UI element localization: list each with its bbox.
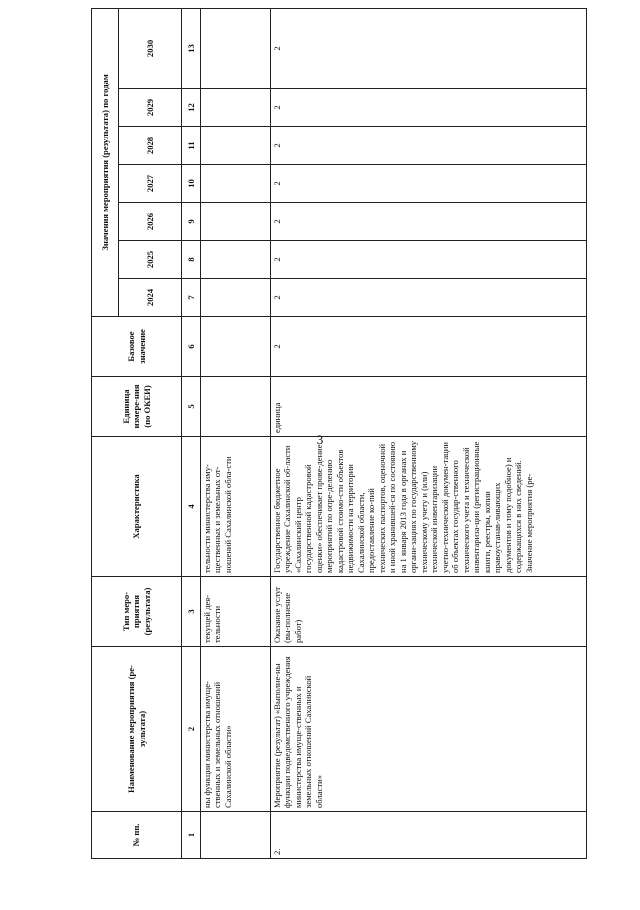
column-number: 9 [182, 203, 201, 241]
header-year: 2024 [119, 279, 182, 317]
row-name: ны функции министерства имуще-ственных и земельных отношений Сахалинской области» [201, 647, 271, 812]
header-type: Тип меро-приятия (результата) [92, 577, 182, 647]
header-year: 2028 [119, 127, 182, 165]
column-number: 12 [182, 89, 201, 127]
header-year: 2025 [119, 241, 182, 279]
column-number: 5 [182, 377, 201, 437]
column-number: 3 [182, 577, 201, 647]
row-type: текущей дея-тельности [201, 577, 271, 647]
column-number: 11 [182, 127, 201, 165]
row-value [201, 8, 271, 88]
table-row [271, 8, 587, 858]
column-number: 7 [182, 279, 201, 317]
column-number: 2 [182, 647, 201, 812]
row-value: 2 [271, 279, 587, 317]
row-value: 2 [271, 89, 587, 127]
row-characteristic: тельности министерства иму-щественных и земельных от-ношений Сахалинской обла-сти [201, 437, 271, 577]
column-number: 10 [182, 165, 201, 203]
header-unit: Единица измере-ния (по ОКЕИ) [92, 377, 182, 437]
header-name: Наименование мероприятия (ре-зультата) [92, 647, 182, 812]
row-name: Мероприятие (результат) «Выполне-ны функции подведомственного учреждения министерства имуще-ственных и земельных отношений Сахалинской области» [271, 647, 587, 812]
row-value: 2 [271, 203, 587, 241]
row-no: 2. [271, 812, 587, 859]
column-number: 6 [182, 317, 201, 377]
header-base: Базовое значение [92, 317, 182, 377]
column-number: 8 [182, 241, 201, 279]
row-value [201, 241, 271, 279]
header-year: 2029 [119, 89, 182, 127]
header-row-top [92, 8, 119, 858]
column-number: 4 [182, 437, 201, 577]
row-value [201, 127, 271, 165]
row-value [201, 203, 271, 241]
header-no: № пп. [92, 812, 182, 859]
row-unit: единица [271, 377, 587, 437]
header-characteristic: Характеристика [92, 437, 182, 577]
header-values-group: Значения мероприятия (результата) по годам [92, 8, 119, 316]
rotated-table-container [91, 39, 587, 859]
table-row [201, 8, 271, 858]
header-year: 2027 [119, 165, 182, 203]
row-base: 2 [271, 317, 587, 377]
column-number: 1 [182, 812, 201, 859]
row-value: 2 [271, 8, 587, 88]
row-value [201, 89, 271, 127]
column-number: 13 [182, 8, 201, 88]
row-type: Оказание услуг (вы-полнение работ) [271, 577, 587, 647]
row-base [201, 317, 271, 377]
header-year: 2026 [119, 203, 182, 241]
row-value: 2 [271, 241, 587, 279]
row-unit [201, 377, 271, 437]
row-value [201, 279, 271, 317]
row-characteristic: Государственное бюджетное учреждение Сахалинской об-ласти «Сахалинский центр государственной кадастровой оценки» обеспечивает прове-дение мероприятий по опре-делению кадастровой стоимо-сти объектов недвижимости на территории Сахалинской области, предоставление ко-пий технических паспортов, оценочной и иной хранившей-ся по состоянию на 1 января 2013 года в органах и органи-зациях по государственному техническому учету и (или) технической инвентаризации учетно-технической докумен-тации об объектах государ-ственного технического учета и технической инвентариза-ции (регистрационные книги, реестры, копии правоустанав-ливающих документов и тому подобное) и содержащихся в них сведений. Значение мероприятия (ре- [271, 437, 587, 577]
activities-table [91, 8, 587, 859]
row-value [201, 165, 271, 203]
row-no [201, 812, 271, 859]
header-year: 2030 [119, 8, 182, 88]
row-value: 2 [271, 127, 587, 165]
column-number-row [182, 8, 201, 858]
row-value: 2 [271, 165, 587, 203]
page-number: 3 [316, 432, 324, 447]
